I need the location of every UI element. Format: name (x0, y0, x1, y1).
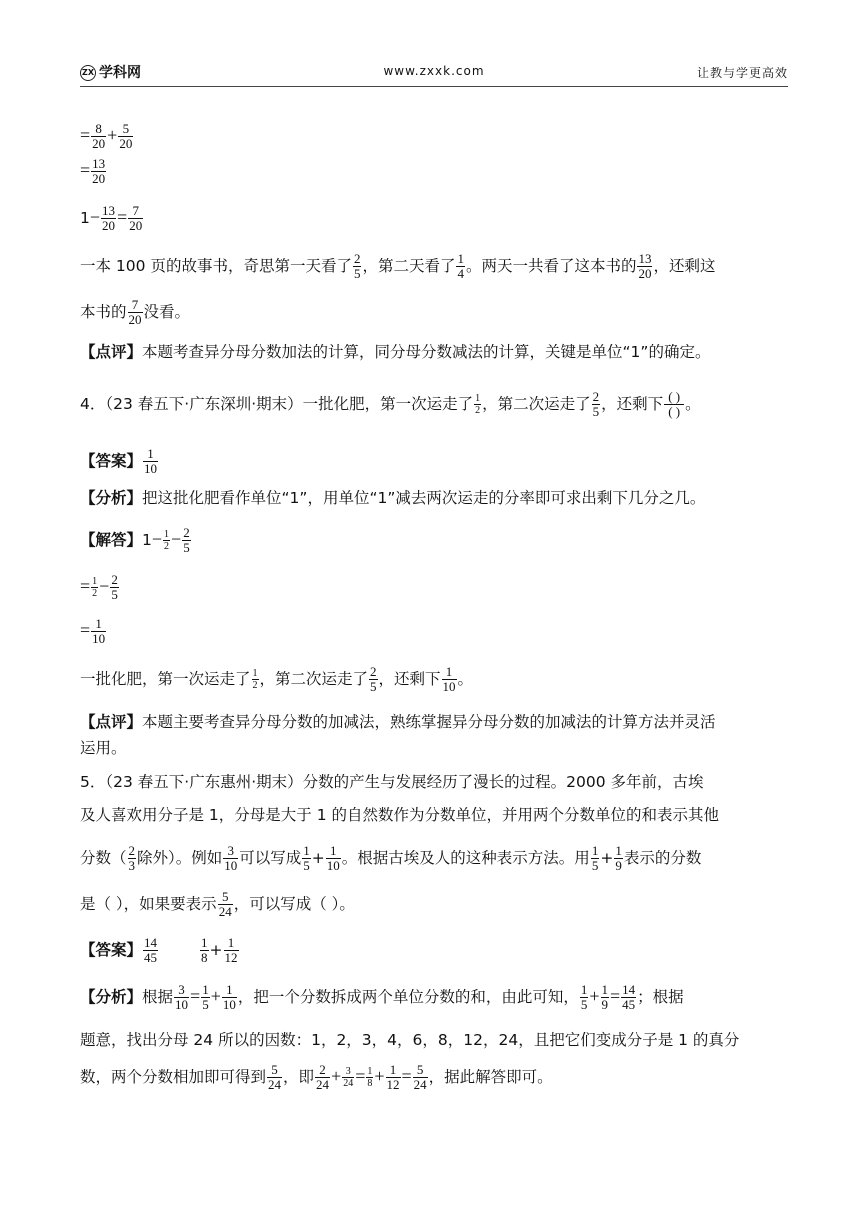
fraction (101, 204, 116, 233)
fraction-numerator: 7 (132, 203, 139, 218)
fraction (302, 844, 311, 873)
math-operator: − (151, 529, 163, 549)
text-segment: ，第二次运走了 (482, 395, 591, 413)
text-segment: ，还剩这 (653, 257, 716, 275)
text-segment: 可以写成 (239, 849, 302, 867)
q4-calc-line-2 (80, 617, 107, 646)
fraction-denominator: 5 (111, 587, 118, 602)
fraction-numerator: 1 (591, 843, 599, 858)
text-segment: 除外）。例如 (137, 849, 223, 867)
conclusion-line-2 (80, 298, 190, 327)
fraction-numerator: 1 (601, 982, 609, 997)
math-operator: = (80, 160, 91, 180)
fraction (91, 122, 106, 151)
fraction-denominator: 9 (615, 858, 622, 873)
text-segment: ，可以写成（ ）。 (233, 895, 355, 913)
question-4-answer (80, 447, 159, 476)
fraction (601, 983, 610, 1012)
fraction-numerator: 1 (330, 843, 337, 858)
text-segment: + (600, 849, 614, 867)
fraction-denominator: 20 (92, 136, 106, 151)
text-segment: 5．（23 春五下·广东惠州·期末）分数的产生与发展经历了漫长的过程。2000 多年前，古埃 (80, 773, 704, 791)
q4-comment-line-2 (80, 736, 127, 760)
fraction (442, 665, 457, 694)
text-segment: 【答案】 (80, 452, 143, 470)
text-segment: 1 (80, 209, 90, 227)
text-segment: 运用。 (80, 739, 127, 757)
logo-mark: ZX (80, 65, 96, 81)
fraction-numerator: 13 (102, 203, 116, 218)
fraction-denominator: 9 (601, 997, 609, 1012)
header-divider (80, 86, 788, 87)
text-segment: 【答案】 (80, 941, 143, 959)
text-segment: ，第二天看了 (362, 257, 456, 275)
text-segment: 是（ ），如果要表示 (80, 895, 217, 913)
site-slogan: 让教与学更高效 (696, 66, 788, 80)
fraction-denominator: 5 (591, 858, 599, 873)
text-segment: 本书的 (80, 303, 127, 321)
fraction-denominator: 24 (413, 1077, 427, 1092)
text-segment: ；根据 (637, 988, 684, 1006)
fraction-numerator: 2 (353, 251, 361, 266)
fraction-denominator: 45 (144, 950, 158, 965)
fraction (201, 983, 210, 1012)
text-segment: 。根据古埃及人的这种表示方法。用 (341, 849, 590, 867)
text-segment: 【点评】 (80, 713, 143, 731)
math-operator: + (374, 1066, 385, 1086)
fraction (614, 844, 623, 873)
text-segment: 【解答】 (80, 531, 143, 549)
fraction (315, 1063, 330, 1092)
fraction-denominator: 10 (92, 631, 106, 646)
fraction (118, 122, 133, 151)
fraction-numerator: 1 (457, 251, 464, 266)
fraction-denominator: 2 (92, 588, 98, 599)
question-4-analysis (80, 486, 705, 510)
fraction-numerator: 1 (201, 935, 208, 950)
text-segment: 4．（23 春五下·广东深圳·期末）一批化肥，第一次运走了 (80, 395, 474, 413)
fraction-numerator: 3 (227, 843, 235, 858)
text-segment: 【分析】 (80, 489, 143, 507)
text-segment: + (311, 849, 325, 867)
question-5-analysis-1 (80, 983, 684, 1012)
fraction-numerator: 2 (319, 1062, 326, 1077)
fraction (91, 617, 106, 646)
fraction-numerator: 7 (131, 297, 139, 312)
fraction-numerator: 1 (615, 843, 622, 858)
math-operator: = (401, 1066, 412, 1086)
fraction (128, 204, 143, 233)
fraction-denominator: 20 (128, 312, 142, 327)
fraction-denominator: 5 (370, 679, 377, 694)
question-4-stem (80, 390, 701, 419)
fraction (110, 573, 119, 602)
text-segment: 把这批化肥看作单位“1”，用单位“1”减去两次运走的分率即可求出剩下几分之几。 (142, 489, 706, 507)
fraction-denominator: 5 (580, 997, 588, 1012)
text-segment: 分数（ (80, 849, 127, 867)
fraction (342, 1066, 354, 1089)
fraction (637, 252, 652, 281)
fraction (222, 983, 237, 1012)
fraction (591, 844, 600, 873)
fraction-denominator: 10 (175, 997, 189, 1012)
fraction-denominator: 20 (92, 171, 106, 186)
fraction-numerator: 1 (580, 982, 588, 997)
fraction-numerator: 1 (303, 843, 310, 858)
fraction-denominator: 5 (303, 858, 310, 873)
fraction-denominator: 10 (326, 858, 340, 873)
fraction-numerator: 14 (622, 982, 636, 997)
fraction-denominator: 10 (442, 679, 456, 694)
comment-1 (80, 340, 710, 364)
text-segment: ，还剩下 (601, 395, 664, 413)
fraction-denominator: 24 (218, 904, 232, 919)
fraction-numerator: 8 (95, 121, 102, 136)
fraction (91, 576, 98, 599)
math-operator: = (80, 125, 91, 145)
fraction-denominator: 45 (622, 997, 636, 1012)
calc-line-3 (80, 204, 144, 233)
fraction-denominator: 5 (592, 404, 600, 419)
math-operator: + (210, 986, 221, 1006)
fraction-denominator: 10 (224, 858, 238, 873)
text-segment: 【分析】 (80, 988, 143, 1006)
text-segment: 。 (457, 670, 474, 688)
fraction-denominator: 5 (353, 266, 361, 281)
text-segment: 。 (685, 395, 701, 413)
fraction-numerator: 1 (475, 393, 481, 404)
fraction-numerator: 5 (271, 1062, 278, 1077)
fraction-denominator: 20 (102, 218, 116, 233)
fraction (592, 390, 601, 419)
fraction-numerator: 1 (226, 982, 233, 997)
fraction-numerator: 1 (252, 668, 258, 679)
logo-text: 学科网 (99, 65, 141, 81)
text-segment: 本题主要考查异分母分数的加减法，熟练掌握异分母分数的加减法的计算方法并灵活 (142, 713, 716, 731)
text-segment: 根据 (142, 988, 174, 1006)
math-operator: + (589, 986, 600, 1006)
fraction-numerator: 1 (164, 529, 170, 540)
q4-comment-line-1 (80, 710, 716, 734)
fraction (143, 447, 158, 476)
fraction-numerator: 3 (178, 982, 185, 997)
calc-line-1 (80, 122, 134, 151)
site-url: www.zxxk.com (383, 64, 485, 78)
math-operator: + (331, 1066, 342, 1086)
fraction (366, 1066, 373, 1089)
conclusion-line-1 (80, 252, 716, 281)
fraction-denominator: 2 (252, 680, 258, 691)
fraction-numerator: 2 (370, 664, 377, 679)
fraction-denominator: 24 (343, 1078, 354, 1089)
fraction-denominator: 10 (222, 997, 236, 1012)
fraction (128, 844, 137, 873)
fraction-denominator: 24 (316, 1077, 330, 1092)
fraction-denominator: 12 (224, 950, 238, 965)
fraction-numerator: 2 (128, 843, 136, 858)
fraction-denominator: 8 (201, 950, 208, 965)
fraction-denominator: 20 (638, 266, 652, 281)
fraction-denominator: 2 (475, 405, 481, 416)
fraction (267, 1063, 282, 1092)
text-segment: ，把一个分数拆成两个单位分数的和，由此可知， (237, 988, 579, 1006)
text-segment: 表示的分数 (623, 849, 702, 867)
fraction-numerator: 2 (111, 572, 118, 587)
fraction (174, 983, 189, 1012)
fraction-numerator: 1 (445, 664, 453, 679)
q4-conclusion (80, 665, 473, 694)
text-segment: 本题考查异分母分数加法的计算，同分母分数减法的计算，关键是单位“1”的确定。 (142, 343, 711, 361)
fraction-numerator: 1 (227, 935, 235, 950)
fraction (353, 252, 362, 281)
fraction (474, 393, 481, 416)
math-operator: − (99, 576, 110, 596)
math-operator: = (610, 986, 621, 1006)
fraction-denominator: 2 (164, 541, 170, 552)
fraction (369, 665, 378, 694)
fraction (128, 298, 143, 327)
fraction-denominator: 12 (386, 1077, 400, 1092)
page-header (80, 62, 788, 84)
fraction-numerator: 5 (122, 121, 130, 136)
fraction-denominator: 4 (457, 266, 464, 281)
fraction (218, 890, 233, 919)
text-segment: 1 (142, 531, 152, 549)
fraction (326, 844, 341, 873)
math-operator: = (80, 620, 91, 640)
question-5-line-4 (80, 890, 355, 919)
fraction-denominator: 8 (367, 1078, 373, 1089)
fraction (143, 936, 158, 965)
text-segment: 没看。 (143, 303, 191, 321)
fraction (163, 529, 170, 552)
math-operator: + (107, 125, 118, 145)
text-segment: 及人喜欢用分子是 1，分母是大于 1 的自然数作为分数单位，并用两个分数单位的和表示其他 (80, 806, 720, 824)
question-5-line-1 (80, 770, 704, 794)
fraction-numerator: 2 (592, 389, 600, 404)
fraction (223, 844, 238, 873)
question-4-solution (80, 526, 192, 555)
fraction-numerator: 1 (367, 1066, 373, 1077)
fraction (182, 526, 191, 555)
fraction-denominator: 5 (183, 540, 190, 555)
math-operator: = (190, 986, 201, 1006)
text-segment: ，据此解答即可。 (428, 1068, 553, 1086)
calc-line-2 (80, 157, 107, 186)
fraction-numerator: 2 (183, 525, 190, 540)
fraction (621, 983, 636, 1012)
fraction-numerator: 1 (147, 446, 154, 461)
question-5-line-2 (80, 803, 719, 827)
text-segment: 一本 100 页的故事书，奇思第一天看了 (80, 257, 352, 275)
fraction (580, 983, 589, 1012)
fraction (200, 936, 209, 965)
fraction-denominator: 24 (268, 1077, 282, 1092)
fraction-numerator: 1 (95, 616, 102, 631)
fraction-denominator: 20 (119, 136, 133, 151)
answer-blank: $\frac{( )}{( )}$ (664, 390, 684, 419)
fraction-numerator: 3 (345, 1066, 351, 1077)
text-segment: + (209, 941, 223, 959)
text-segment: ，第二次运走了 (259, 670, 369, 688)
fraction-denominator: 20 (129, 218, 143, 233)
text-segment: ，即 (283, 1068, 315, 1086)
fraction-numerator: 1 (389, 1062, 397, 1077)
text-segment: 一批化肥，第一次运走了 (80, 670, 251, 688)
math-operator: = (80, 576, 91, 596)
text-segment: 【点评】 (80, 343, 143, 361)
question-5-line-3 (80, 844, 701, 873)
fraction-denominator: 3 (128, 858, 136, 873)
question-5-answer (80, 936, 240, 965)
text-segment: 题意，找出分母 24 所以的因数：1，2，3，4，6，8，12，24，且把它们变成分子是 1 的真分 (80, 1031, 740, 1049)
fraction (386, 1063, 401, 1092)
math-operator: = (117, 207, 128, 227)
fraction-numerator: 1 (202, 982, 209, 997)
math-operator: = (355, 1066, 366, 1086)
fraction-denominator: 5 (202, 997, 209, 1012)
fraction (252, 668, 259, 691)
fraction-numerator: 1 (92, 576, 98, 587)
fraction-numerator: 14 (144, 935, 158, 950)
fraction-numerator: 5 (416, 1062, 424, 1077)
q4-calc-line-1 (80, 573, 120, 602)
text-segment: 。两天一共看了这本书的 (465, 257, 637, 275)
fraction-denominator: 10 (144, 461, 158, 476)
fraction (456, 252, 465, 281)
math-operator: − (171, 529, 182, 549)
fraction-numerator: 13 (92, 156, 106, 171)
question-5-analysis-3 (80, 1063, 553, 1092)
fraction (413, 1063, 428, 1092)
fraction (224, 936, 239, 965)
text-segment: 数，两个分数相加即可得到 (80, 1068, 267, 1086)
fraction-numerator: 13 (638, 251, 652, 266)
question-5-analysis-2 (80, 1028, 739, 1052)
math-operator: − (89, 207, 101, 227)
fraction (91, 157, 106, 186)
text-segment: ，还剩下 (378, 670, 441, 688)
fraction-numerator: 5 (221, 889, 229, 904)
